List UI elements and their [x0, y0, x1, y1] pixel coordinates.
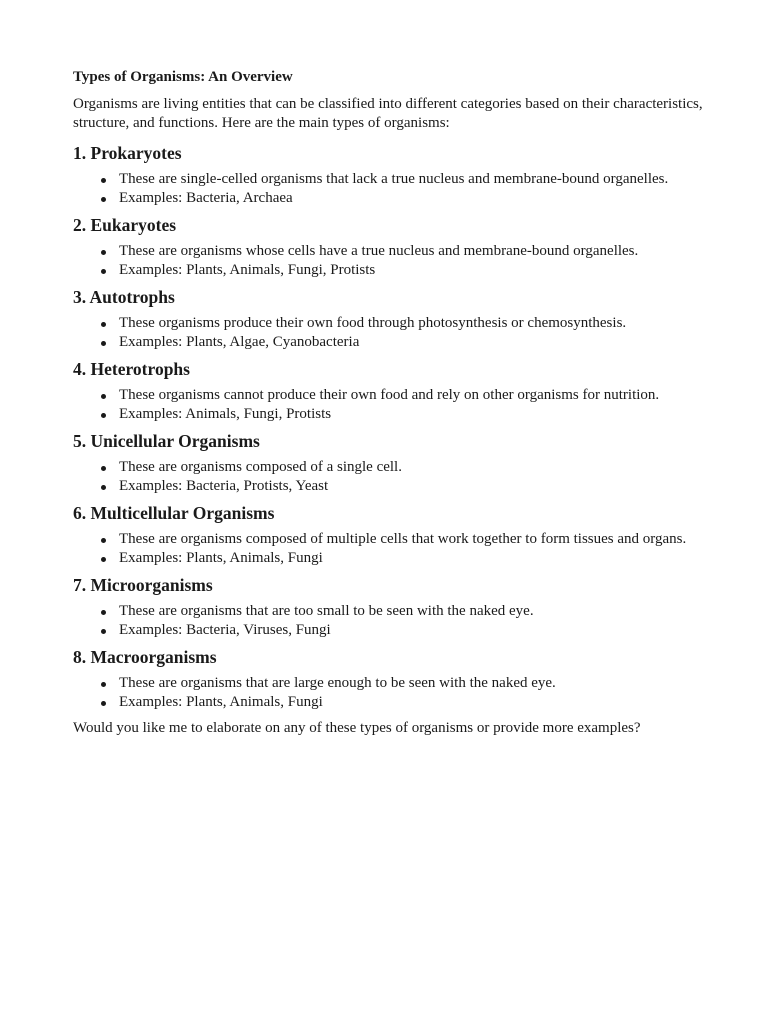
- section-heading: 7. Microorganisms: [73, 575, 213, 595]
- section-heading: 3. Autotrophs: [73, 287, 175, 307]
- bullet-item: Examples: Bacteria, Archaea: [73, 189, 708, 208]
- closing-paragraph: Would you like me to elaborate on any of these types of organisms or provide more examples?: [73, 720, 641, 736]
- bullet-item: Examples: Bacteria, Viruses, Fungi: [73, 621, 708, 640]
- bullet-item: These are organisms whose cells have a true nucleus and membrane-bound organelles.: [73, 242, 708, 261]
- section-heading: 2. Eukaryotes: [73, 215, 177, 235]
- bullet-list: [73, 530, 708, 568]
- bullet-item: These organisms cannot produce their own food and rely on other organisms for nutrition.: [73, 386, 708, 405]
- section-heterotrophs: [73, 357, 708, 424]
- bullet-item: Examples: Plants, Animals, Fungi: [73, 693, 708, 712]
- bullet-item: Examples: Bacteria, Protists, Yeast: [73, 477, 708, 496]
- bullet-list: [73, 242, 708, 280]
- bullet-item: Examples: Animals, Fungi, Protists: [73, 405, 708, 424]
- bullet-item: These are single-celled organisms that lack a true nucleus and membrane-bound organelles.: [73, 170, 708, 189]
- section-eukaryotes: [73, 213, 708, 280]
- section-autotrophs: [73, 285, 708, 352]
- bullet-list: [73, 170, 708, 208]
- section-heading: 1. Prokaryotes: [73, 143, 182, 163]
- section-multicellular: [73, 501, 708, 568]
- section-macroorganisms: [73, 645, 708, 712]
- section-heading: 4. Heterotrophs: [73, 359, 190, 379]
- bullet-item: These are organisms that are large enough to be seen with the naked eye.: [73, 674, 708, 693]
- bullet-item: These are organisms composed of a single cell.: [73, 458, 708, 477]
- bullet-item: Examples: Plants, Animals, Fungi: [73, 549, 708, 568]
- bullet-item: Examples: Plants, Animals, Fungi, Protists: [73, 261, 708, 280]
- bullet-list: [73, 674, 708, 712]
- intro-paragraph: Organisms are living entities that can be classified into different categories based on their characteristics, structure, and functions. Here are the main types of organisms:: [73, 96, 703, 131]
- section-heading: 6. Multicellular Organisms: [73, 503, 275, 523]
- bullet-item: Examples: Plants, Algae, Cyanobacteria: [73, 333, 708, 352]
- bullet-list: [73, 602, 708, 640]
- document-title: Types of Organisms: An Overview: [73, 69, 293, 85]
- section-unicellular: [73, 429, 708, 496]
- bullet-item: These are organisms composed of multiple cells that work together to form tissues and organs.: [73, 530, 708, 549]
- section-heading: 8. Macroorganisms: [73, 647, 217, 667]
- section-microorganisms: [73, 573, 708, 640]
- bullet-item: These organisms produce their own food through photosynthesis or chemosynthesis.: [73, 314, 708, 333]
- bullet-item: These are organisms that are too small to be seen with the naked eye.: [73, 602, 708, 621]
- section-prokaryotes: [73, 141, 708, 208]
- bullet-list: [73, 458, 708, 496]
- bullet-list: [73, 386, 708, 424]
- section-heading: 5. Unicellular Organisms: [73, 431, 260, 451]
- bullet-list: [73, 314, 708, 352]
